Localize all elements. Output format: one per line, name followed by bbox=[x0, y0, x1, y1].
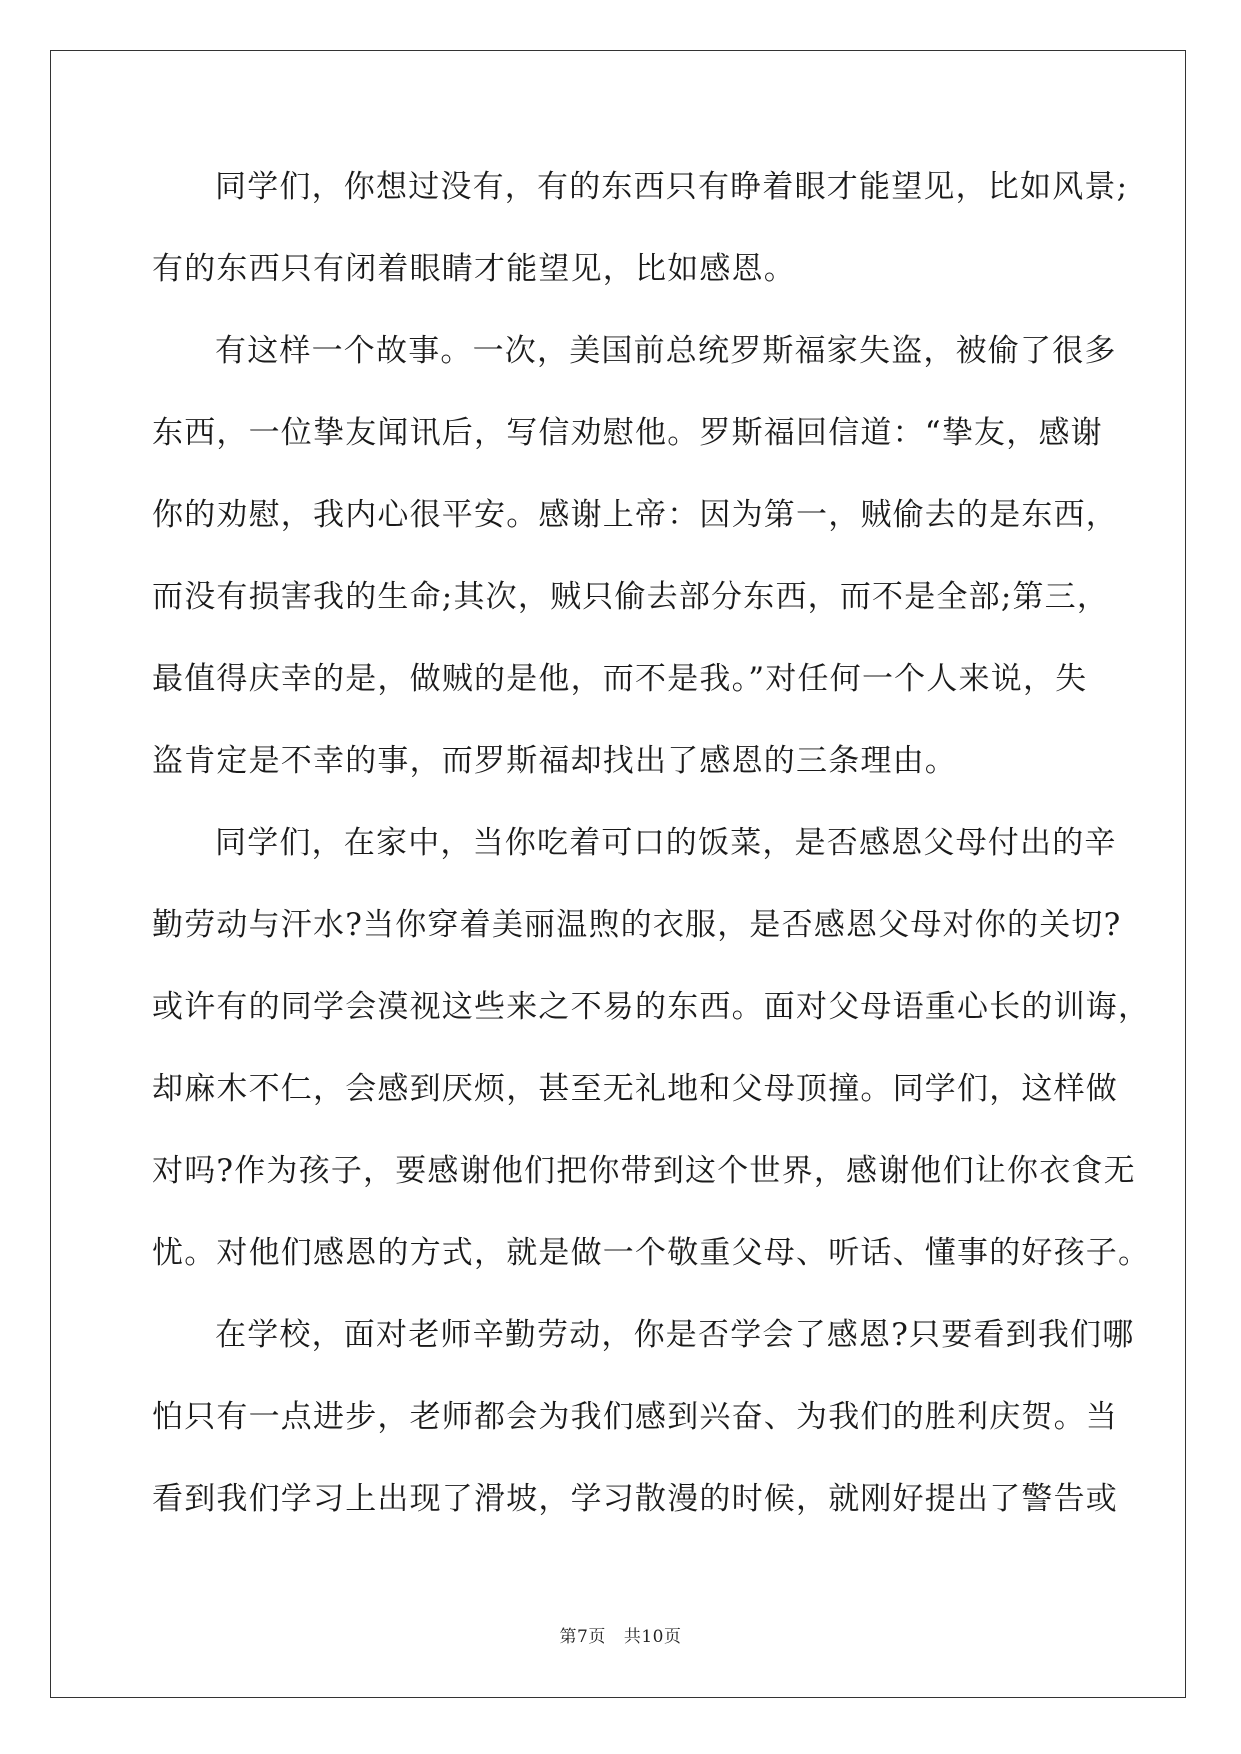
text-line: 盗肯定是不幸的事，而罗斯福却找出了感恩的三条理由。 bbox=[152, 743, 957, 779]
paragraph-1 bbox=[152, 164, 1129, 328]
paragraph-4 bbox=[152, 1312, 1135, 1558]
text-line: 而没有损害我的生命;其次，贼只偷去部分东西，而不是全部;第三， bbox=[152, 579, 1110, 615]
text-line: 看到我们学习上出现了滑坡，学习散漫的时候，就刚好提出了警告或 bbox=[152, 1481, 1118, 1517]
text-line: 你的劝慰，我内心很平安。感谢上帝：因为第一，贼偷去的是东西， bbox=[152, 497, 1118, 533]
paragraph-3 bbox=[152, 820, 1151, 1312]
text-line: 怕只有一点进步，老师都会为我们感到兴奋、为我们的胜利庆贺。当 bbox=[152, 1399, 1118, 1435]
text-line: 有这样一个故事。一次，美国前总统罗斯福家失盗，被偷了很多 bbox=[215, 333, 1117, 369]
text-line: 或许有的同学会漠视这些来之不易的东西。面对父母语重心长的训诲， bbox=[152, 989, 1151, 1025]
text-line: 东西，一位挚友闻讯后，写信劝慰他。罗斯福回信道：“挚友，感谢 bbox=[152, 415, 1103, 451]
page-number: 第7页 bbox=[559, 1627, 606, 1647]
page-total: 共10页 bbox=[623, 1627, 682, 1647]
text-line: 在学校，面对老师辛勤劳动，你是否学会了感恩?只要看到我们哪 bbox=[215, 1317, 1135, 1353]
page-footer bbox=[0, 1622, 1241, 1647]
text-line: 忧。对他们感恩的方式，就是做一个敬重父母、听话、懂事的好孩子。 bbox=[152, 1235, 1151, 1271]
text-line: 最值得庆幸的是，做贼的是他，而不是我。”对任何一个人来说，失 bbox=[152, 661, 1088, 697]
text-line: 勤劳动与汗水?当你穿着美丽温煦的衣服，是否感恩父母对你的关切? bbox=[152, 907, 1122, 943]
text-line: 有的东西只有闭着眼睛才能望见，比如感恩。 bbox=[152, 251, 796, 287]
document-body bbox=[152, 164, 1151, 1558]
text-line: 却麻木不仁，会感到厌烦，甚至无礼地和父母顶撞。同学们，这样做 bbox=[152, 1071, 1118, 1107]
text-line: 同学们，在家中，当你吃着可口的饭菜，是否感恩父母付出的辛 bbox=[215, 825, 1117, 861]
text-line: 同学们，你想过没有，有的东西只有睁着眼才能望见，比如风景; bbox=[215, 169, 1129, 205]
text-line: 对吗?作为孩子，要感谢他们把你带到这个世界，感谢他们让你衣食无 bbox=[152, 1153, 1136, 1189]
paragraph-2 bbox=[152, 328, 1118, 820]
